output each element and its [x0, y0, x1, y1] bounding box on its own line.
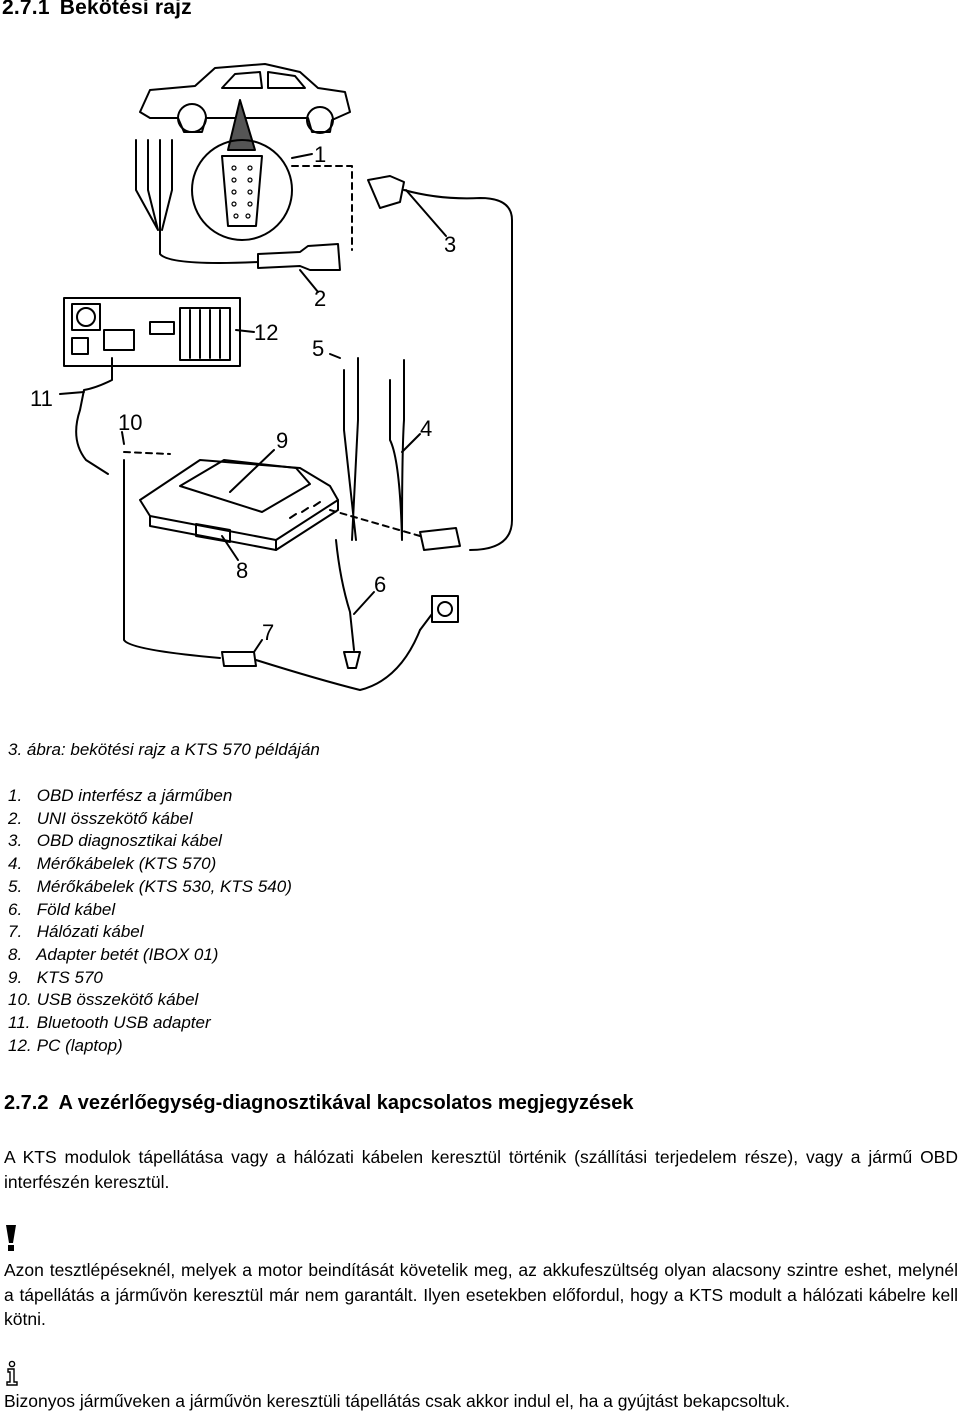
- section-title: Bekötési rajz: [59, 0, 192, 19]
- legend-item: 2. UNI összekötő kábel: [8, 808, 193, 828]
- info-icon: [3, 1360, 21, 1386]
- callout-3: 3: [444, 232, 457, 257]
- callout-5: 5: [312, 336, 325, 361]
- legend-item: 7. Hálózati kábel: [8, 922, 144, 942]
- callout-2: 2: [314, 286, 327, 311]
- subsection-title: A vezérlőegység-diagnosztikával kapcsolatos megjegyzések: [58, 1092, 634, 1114]
- paragraph-info: Bizonyos járműveken a járművön keresztüli tápellátás csak akkor indul el, ha a gyújtást bekapcsoltuk.: [4, 1391, 790, 1411]
- legend-list: [8, 785, 292, 1057]
- legend-item: 5. Mérőkábelek (KTS 530, KTS 540): [8, 876, 292, 896]
- kts-device-icon: [140, 460, 338, 550]
- wiring-diagram: [0, 40, 960, 720]
- legend-item: 1. OBD interfész a járműben: [8, 786, 233, 805]
- callout-4: 4: [420, 416, 433, 441]
- legend-item: 12. PC (laptop): [8, 1035, 123, 1055]
- callout-10: 10: [118, 410, 143, 435]
- legend-item: 6. Föld kábel: [8, 899, 116, 919]
- legend-item: 11. Bluetooth USB adapter: [8, 1013, 211, 1033]
- paragraph-warning: Azon tesztlépéseknél, melyek a motor beindítását követelik meg, az akkufeszültség olyan alacsony szintre eshet, melynél a tápellátás a járművön keresztül már nem garantált. Ilyen esetekben előfordul, hogy a KTS modult a hálózati kábelre kell kötni.: [4, 1260, 958, 1329]
- callout-8: 8: [236, 558, 249, 583]
- callout-6: 6: [374, 572, 387, 597]
- callout-11: 11: [30, 386, 53, 411]
- callout-9: 9: [276, 428, 289, 453]
- section-heading: [2, 0, 192, 20]
- subsection-heading: [4, 1092, 634, 1115]
- legend-item: 4. Mérőkábelek (KTS 570): [8, 854, 217, 874]
- paragraph-power-supply: A KTS modulok tápellátása vagy a hálózati kábelen keresztül történik (szállítási terjedelem része), vagy a jármű OBD interfészén keresztül.: [4, 1147, 958, 1192]
- section-number: 2.7.1: [2, 0, 50, 19]
- exclamation-icon: [3, 1224, 19, 1252]
- legend-item: 8. Adapter betét (IBOX 01): [8, 944, 219, 964]
- callout-1: 1: [314, 142, 327, 167]
- subsection-number: 2.7.2: [4, 1092, 49, 1114]
- callout-12: 12: [254, 320, 279, 345]
- obd-interface-icon: [192, 140, 292, 240]
- pc-icon: [64, 298, 240, 366]
- legend-item: 10. USB összekötő kábel: [8, 990, 199, 1010]
- callout-7: 7: [262, 620, 275, 645]
- legend-item: 9. KTS 570: [8, 967, 103, 987]
- figure-caption: 3. ábra: bekötési rajz a KTS 570 példáján: [8, 740, 320, 759]
- legend-item: 3. OBD diagnosztikai kábel: [8, 831, 222, 851]
- power-socket-icon: [432, 596, 458, 622]
